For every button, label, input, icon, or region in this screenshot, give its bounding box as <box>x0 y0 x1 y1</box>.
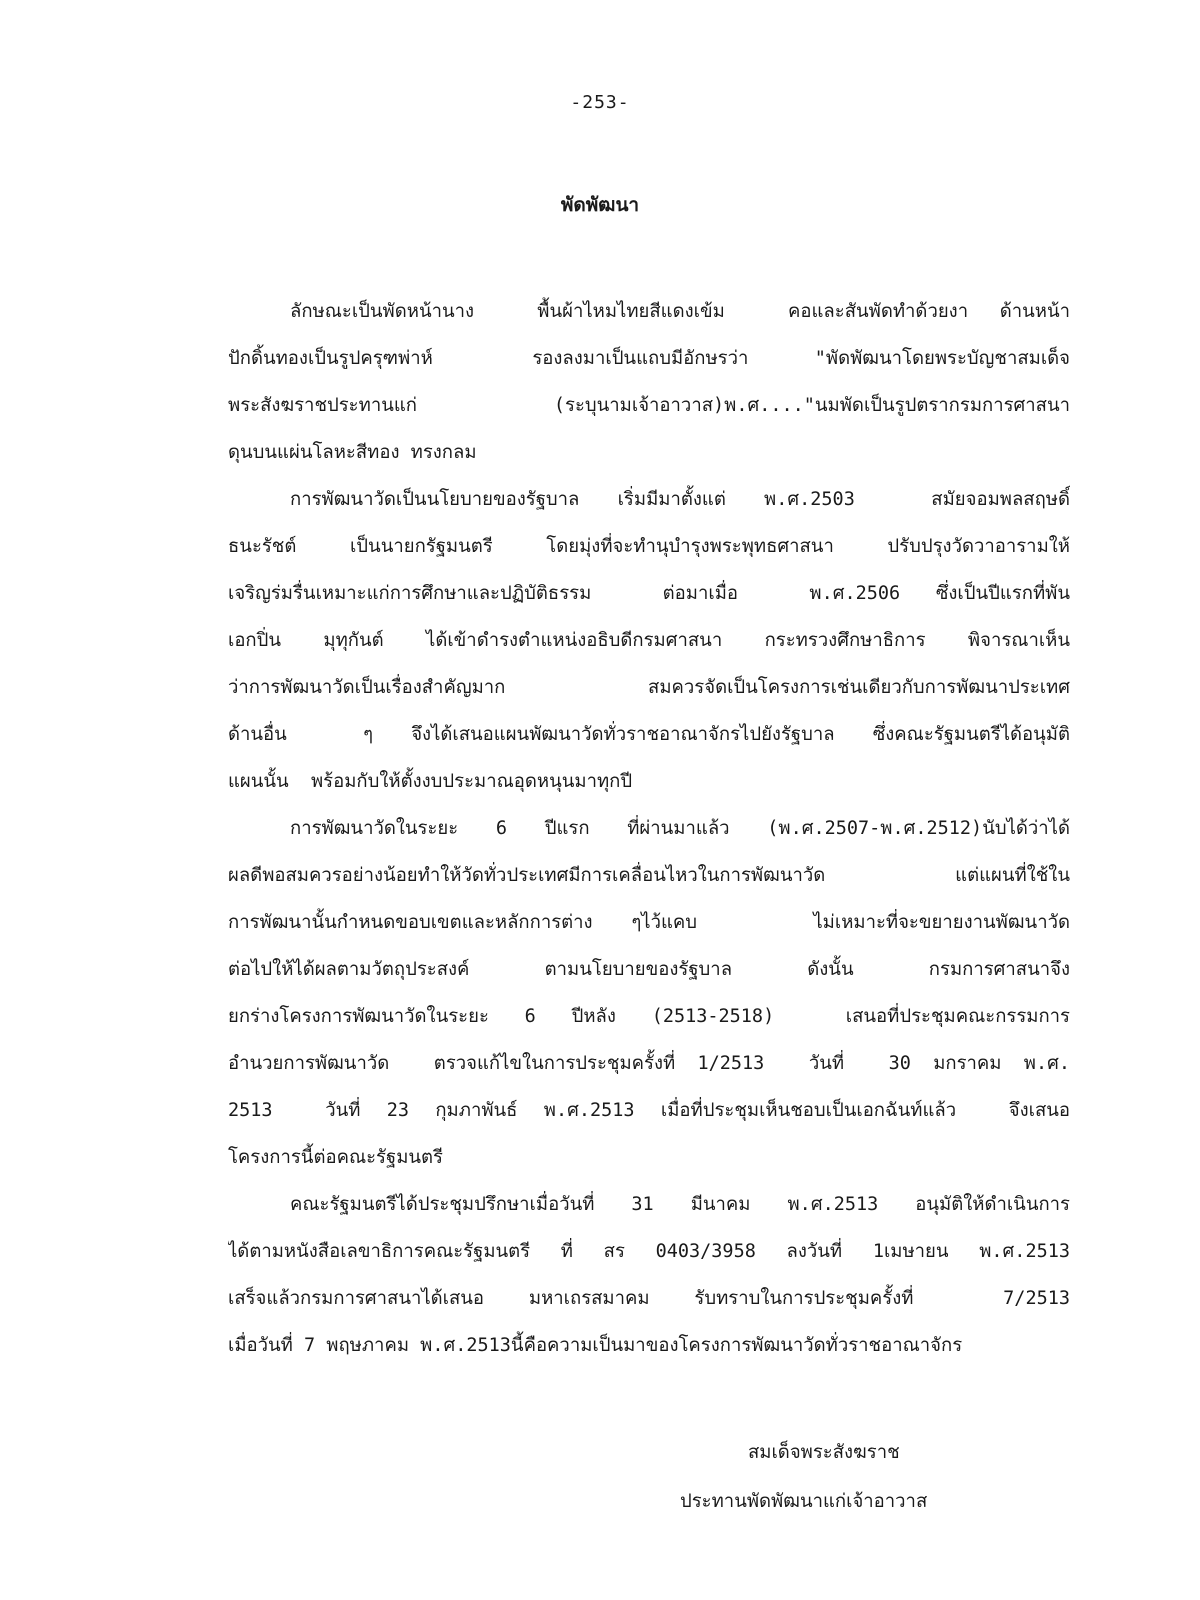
paragraph-line: ต่อไปให้ได้ผลตามวัตถุประสงค์ ตามนโยบายของรัฐบาล ดังนั้น กรมการศาสนาจึง <box>228 959 1070 980</box>
paragraph-1 <box>228 288 1070 476</box>
paragraph-line: ดุนบนแผ่นโลหะสีทอง ทรงกลม <box>228 442 477 463</box>
paragraph-line: การพัฒนาวัดเป็นนโยบายของรัฐบาล เริ่มมีมาตั้งแต่ พ.ศ.2503 สมัยจอมพลสฤษดิ์ <box>290 489 1070 510</box>
paragraph-line: เอกปิ่น มุทุกันต์ ได้เข้าดำรงตำแหน่งอธิบดีกรมศาสนา กระทรวงศึกษาธิการ พิจารณาเห็น <box>228 630 1070 651</box>
document-title: พัดพัฒนา <box>560 194 640 216</box>
paragraph-line: 2513 วันที่ 23 กุมภาพันธ์ พ.ศ.2513 เมื่อที่ประชุมเห็นชอบเป็นเอกฉันท์แล้ว จึงเสนอ <box>228 1100 1070 1121</box>
paragraph-line: เสร็จแล้วกรมการศาสนาได้เสนอ มหาเถรสมาคม รับทราบในการประชุมครั้งที่ 7/2513 <box>228 1288 1070 1309</box>
paragraph-line: แผนนั้น พร้อมกับให้ตั้งงบประมาณอุดหนุนมาทุกปี <box>228 771 633 792</box>
paragraph-line: ด้านอื่น ๆ จึงได้เสนอแผนพัฒนาวัดทั่วราชอาณาจักรไปยังรัฐบาล ซึ่งคณะรัฐมนตรีได้อนุมัติ <box>228 724 1070 745</box>
paragraph-line: การพัฒนานั้นกำหนดขอบเขตและหลักการต่าง ๆไว้แคบ ไม่เหมาะที่จะขยายงานพัฒนาวัด <box>228 912 1070 933</box>
paragraph-2 <box>228 476 1070 805</box>
document-body <box>228 288 1070 1369</box>
paragraph-line: ลักษณะเป็นพัดหน้านาง พื้นผ้าไหมไทยสีแดงเข้ม คอและสันพัดทำด้วยงา ด้านหน้า <box>290 301 1070 322</box>
paragraph-line: อำนวยการพัฒนาวัด ตรวจแก้ไขในการประชุมครั้งที่ 1/2513 วันที่ 30 มกราคม พ.ศ. <box>228 1053 1070 1074</box>
paragraph-line: ปักดิ้นทองเป็นรูปครุฑพ่าห์ รองลงมาเป็นแถบมีอักษรว่า "พัดพัฒนาโดยพระบัญชาสมเด็จ <box>228 348 1070 369</box>
paragraph-4 <box>228 1181 1070 1369</box>
paragraph-line: พระสังฆราชประทานแก่ (ระบุนามเจ้าอาวาส)พ.ศ...."นมพัดเป็นรูปตรากรมการศาสนา <box>228 395 1070 416</box>
signature-line-1: สมเด็จพระสังฆราช <box>748 1442 900 1463</box>
paragraph-3 <box>228 805 1070 1181</box>
paragraph-line: เจริญร่มรื่นเหมาะแก่การศึกษาและปฏิบัติธรรม ต่อมาเมื่อ พ.ศ.2506 ซึ่งเป็นปีแรกที่พัน <box>228 583 1070 604</box>
paragraph-line: การพัฒนาวัดในระยะ 6 ปีแรก ที่ผ่านมาแล้ว (พ.ศ.2507-พ.ศ.2512)นับได้ว่าได้ <box>290 818 1070 839</box>
paragraph-line: ยกร่างโครงการพัฒนาวัดในระยะ 6 ปีหลัง (2513-2518) เสนอที่ประชุมคณะกรรมการ <box>228 1006 1070 1027</box>
paragraph-line: ได้ตามหนังสือเลขาธิการคณะรัฐมนตรี ที่ สร 0403/3958 ลงวันที่ 1เมษายน พ.ศ.2513 <box>228 1241 1070 1262</box>
paragraph-line: ว่าการพัฒนาวัดเป็นเรื่องสำคัญมาก สมควรจัดเป็นโครงการเช่นเดียวกับการพัฒนาประเทศ <box>228 677 1070 698</box>
paragraph-line: คณะรัฐมนตรีได้ประชุมปรึกษาเมื่อวันที่ 31 มีนาคม พ.ศ.2513 อนุมัติให้ดำเนินการ <box>290 1194 1070 1215</box>
paragraph-line: โครงการนี้ต่อคณะรัฐมนตรี <box>228 1147 443 1168</box>
paragraph-line: ธนะรัชต์ เป็นนายกรัฐมนตรี โดยมุ่งที่จะทำนุบำรุงพระพุทธศาสนา ปรับปรุงวัดวาอารามให้ <box>228 536 1070 557</box>
paragraph-line: เมื่อวันที่ 7 พฤษภาคม พ.ศ.2513นี้คือความเป็นมาของโครงการพัฒนาวัดทั่วราชอาณาจักร <box>228 1335 963 1356</box>
page-number: -253- <box>570 92 630 113</box>
signature-line-2: ประทานพัดพัฒนาแก่เจ้าอาวาส <box>680 1491 928 1512</box>
paragraph-line: ผลดีพอสมควรอย่างน้อยทำให้วัดทั่วประเทศมีการเคลื่อนไหวในการพัฒนาวัด แต่แผนที่ใช้ใน <box>228 865 1070 886</box>
